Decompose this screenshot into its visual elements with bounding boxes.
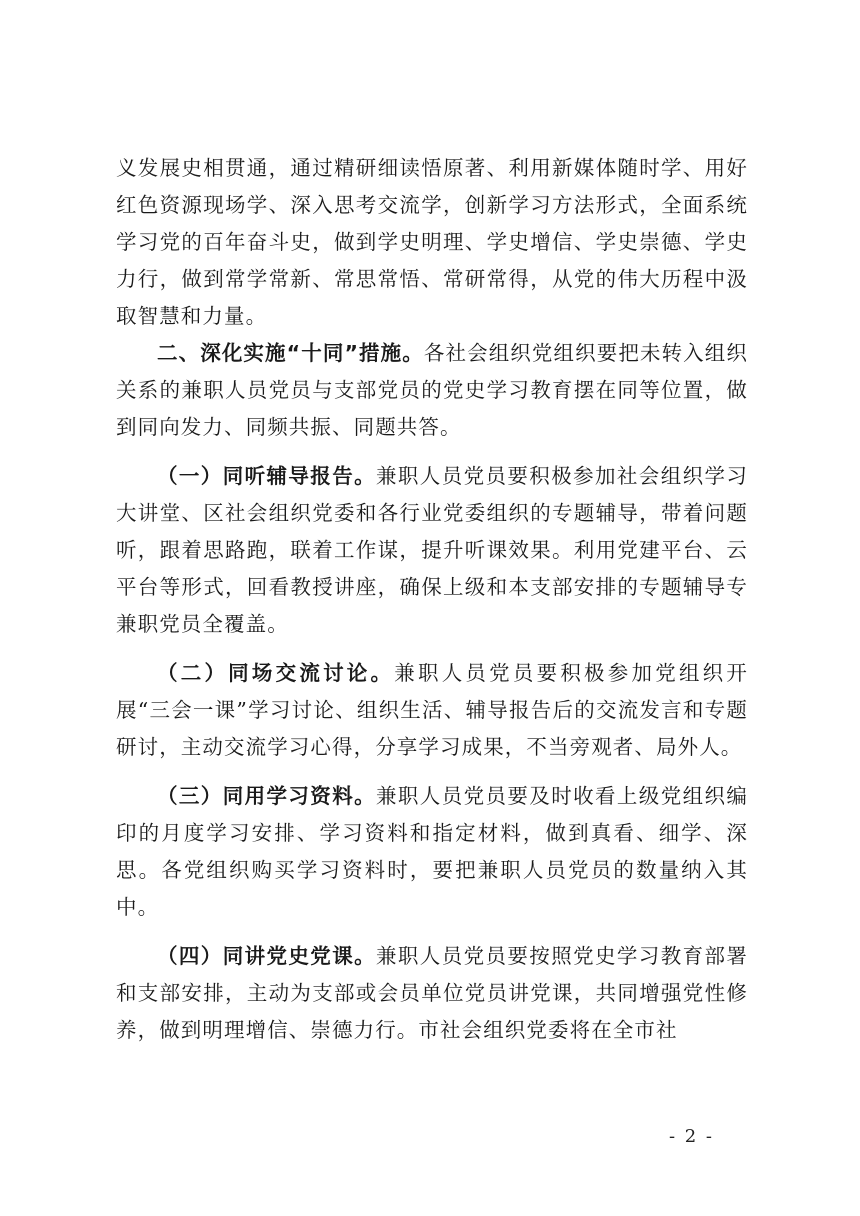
page-number: - 2 - (668, 1126, 714, 1147)
paragraph-item-1 (116, 458, 748, 643)
item-heading: （二）同场交流讨论。 (157, 661, 395, 685)
paragraph-item-2 (116, 655, 748, 766)
document-body (116, 150, 748, 1049)
item-heading: （四）同讲党史党课。 (157, 944, 376, 968)
paragraph-continuation (116, 150, 748, 335)
paragraph-item-3 (116, 778, 748, 926)
paragraph-text: 兼职人员党员要按照党史学习教育部署和支部安排，主动为支部或会员单位党员讲党课，共同增强党性修养，做到明理增信、崇德力行。市社会组织党委将在全市社 (116, 944, 748, 1042)
paragraph-text: 兼职人员党员要积极参加社会组织学习大讲堂、区社会组织党委和各行业党委组织的专题辅导，带着问题听，跟着思路跑，联着工作谋，提升听课效果。利用党建平台、云平台等形式，回看教授讲座，确保上级和本支部安排的专题辅导专兼职党员全覆盖。 (116, 464, 748, 636)
paragraph-item-4 (116, 938, 748, 1049)
paragraph-text: 各社会组织党组织要把未转入组织关系的兼职人员党员与支部党员的党史学习教育摆在同等位置，做到同向发力、同频共振、同题共答。 (116, 341, 749, 439)
paragraph-section-two (116, 335, 748, 446)
item-heading: （一）同听辅导报告。 (157, 464, 376, 488)
item-heading: （三）同用学习资料。 (157, 784, 376, 808)
paragraph-text: 义发展史相贯通，通过精研细读悟原著、利用新媒体随时学、用好红色资源现场学、深入思考交流学，创新学习方法形式，全面系统学习党的百年奋斗史，做到学史明理、学史增信、学史崇德、学史力行，做到常学常新、常思常悟、常研常得，从党的伟大历程中汲取智慧和力量。 (116, 156, 748, 328)
paragraph-text: 兼职人员党员要及时收看上级党组织编印的月度学习安排、学习资料和指定材料，做到真看、细学、深思。各党组织购买学习资料时，要把兼职人员党员的数量纳入其中。 (116, 784, 748, 919)
section-heading: 二、深化实施“十同”措施。 (157, 341, 424, 365)
paragraph-text: 兼职人员党员要积极参加党组织开展“三会一课”学习讨论、组织生活、辅导报告后的交流发言和专题研讨，主动交流学习心得，分享学习成果，不当旁观者、局外人。 (116, 661, 748, 759)
